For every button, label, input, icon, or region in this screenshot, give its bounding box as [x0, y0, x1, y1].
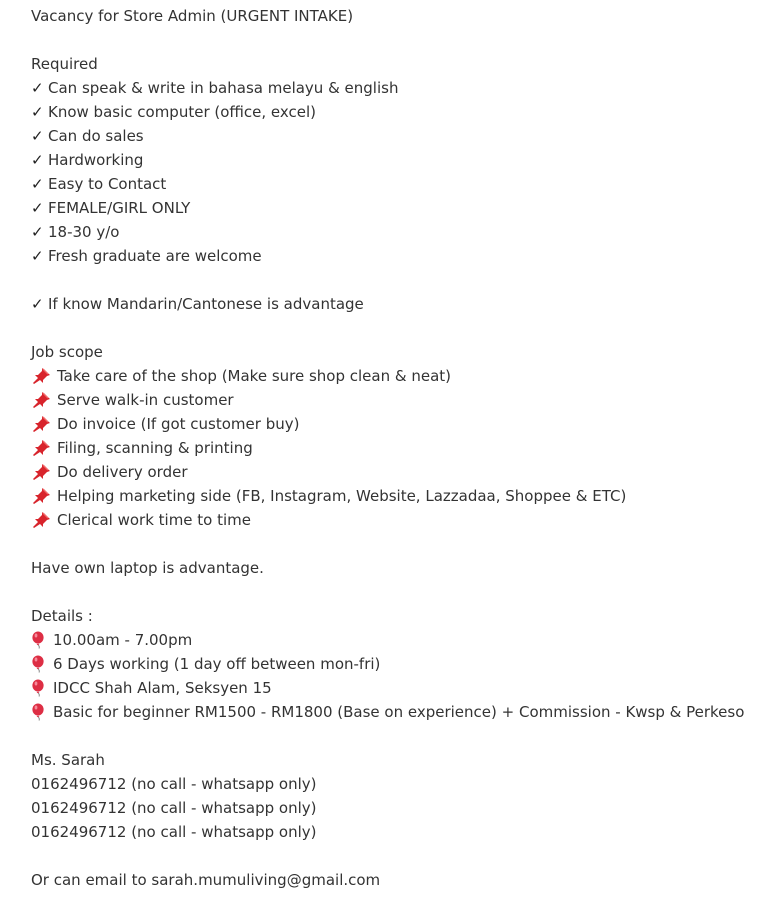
spacer: [31, 844, 756, 868]
balloon-icon: [31, 676, 53, 700]
job-scope-item: [31, 484, 756, 508]
required-item-text: Fresh graduate are welcome: [48, 247, 262, 265]
job-scope-item-text: Take care of the shop (Make sure shop clean & neat): [57, 367, 452, 385]
contact-phone: 0162496712 (no call - whatsapp only): [31, 823, 317, 841]
pushpin-icon: [31, 508, 57, 532]
required-item-text: Can do sales: [48, 127, 144, 145]
check-mark-icon: ✓: [31, 151, 44, 169]
balloon-icon: [31, 628, 53, 652]
spacer: [31, 316, 756, 340]
required-item: [31, 100, 756, 124]
details-item-text: 10.00am - 7.00pm: [53, 631, 193, 649]
required-item: [31, 244, 756, 268]
contact-name: Ms. Sarah: [31, 751, 105, 769]
post-title: Vacancy for Store Admin (URGENT INTAKE): [31, 7, 354, 25]
job-scope-item-text: Helping marketing side (FB, Instagram, Website, Lazzadaa, Shoppee & ETC): [57, 487, 627, 505]
check-mark-icon: ✓: [31, 103, 44, 121]
contact-phone: 0162496712 (no call - whatsapp only): [31, 799, 317, 817]
spacer: [31, 268, 756, 292]
job-scope-item-text: Do invoice (If got customer buy): [57, 415, 300, 433]
email-link[interactable]: sarah.mumuliving@gmail.com: [151, 871, 381, 889]
check-mark-icon: ✓: [31, 79, 44, 97]
email-line: [31, 868, 756, 892]
job-scope-item: [31, 364, 756, 388]
check-mark-icon: ✓: [31, 175, 44, 193]
pushpin-icon: [31, 412, 57, 436]
email-prefix: Or can email to: [31, 871, 152, 889]
job-scope-item: [31, 436, 756, 460]
details-item-text: IDCC Shah Alam, Seksyen 15: [53, 679, 272, 697]
required-extra-text: If know Mandarin/Cantonese is advantage: [48, 295, 364, 313]
job-scope-heading: Job scope: [31, 343, 103, 361]
job-scope-item: [31, 412, 756, 436]
job-scope-item: [31, 388, 756, 412]
required-item: [31, 196, 756, 220]
details-item-text: Basic for beginner RM1500 - RM1800 (Base on experience) + Commission - Kwsp & Perkeso: [53, 703, 745, 721]
spacer: [31, 580, 756, 604]
spacer: [31, 28, 756, 52]
pushpin-icon: [31, 364, 57, 388]
pushpin-icon: [31, 484, 57, 508]
check-mark-icon: ✓: [31, 199, 44, 217]
job-scope-item: [31, 460, 756, 484]
details-item: [31, 676, 756, 700]
required-item: [31, 76, 756, 100]
pushpin-icon: [31, 460, 57, 484]
balloon-icon: [31, 652, 53, 676]
job-post: [31, 4, 756, 892]
pushpin-icon: [31, 436, 57, 460]
balloon-icon: [31, 700, 53, 724]
details-heading: Details :: [31, 607, 93, 625]
required-item: [31, 148, 756, 172]
required-item-text: Know basic computer (office, excel): [48, 103, 316, 121]
check-mark-icon: ✓: [31, 127, 44, 145]
required-extra: [31, 292, 756, 316]
spacer: [31, 532, 756, 556]
details-item: [31, 700, 756, 724]
required-item-text: Can speak & write in bahasa melayu & english: [48, 79, 399, 97]
job-scope-item-text: Clerical work time to time: [57, 511, 252, 529]
required-item-text: FEMALE/GIRL ONLY: [48, 199, 191, 217]
required-item: [31, 220, 756, 244]
spacer: [31, 724, 756, 748]
contact-phone: 0162496712 (no call - whatsapp only): [31, 775, 317, 793]
required-item-text: Easy to Contact: [48, 175, 167, 193]
required-item: [31, 172, 756, 196]
job-scope-item-text: Serve walk-in customer: [57, 391, 234, 409]
job-scope-item-text: Filing, scanning & printing: [57, 439, 253, 457]
details-item-text: 6 Days working (1 day off between mon-fri): [53, 655, 381, 673]
required-item-text: 18-30 y/o: [48, 223, 120, 241]
required-heading: Required: [31, 55, 98, 73]
check-mark-icon: ✓: [31, 223, 44, 241]
job-scope-item-text: Do delivery order: [57, 463, 188, 481]
pushpin-icon: [31, 388, 57, 412]
check-mark-icon: ✓: [31, 247, 44, 265]
required-item: [31, 124, 756, 148]
laptop-note: Have own laptop is advantage.: [31, 559, 264, 577]
details-item: [31, 652, 756, 676]
required-item-text: Hardworking: [48, 151, 144, 169]
check-mark-icon: ✓: [31, 295, 44, 313]
details-item: [31, 628, 756, 652]
job-scope-item: [31, 508, 756, 532]
